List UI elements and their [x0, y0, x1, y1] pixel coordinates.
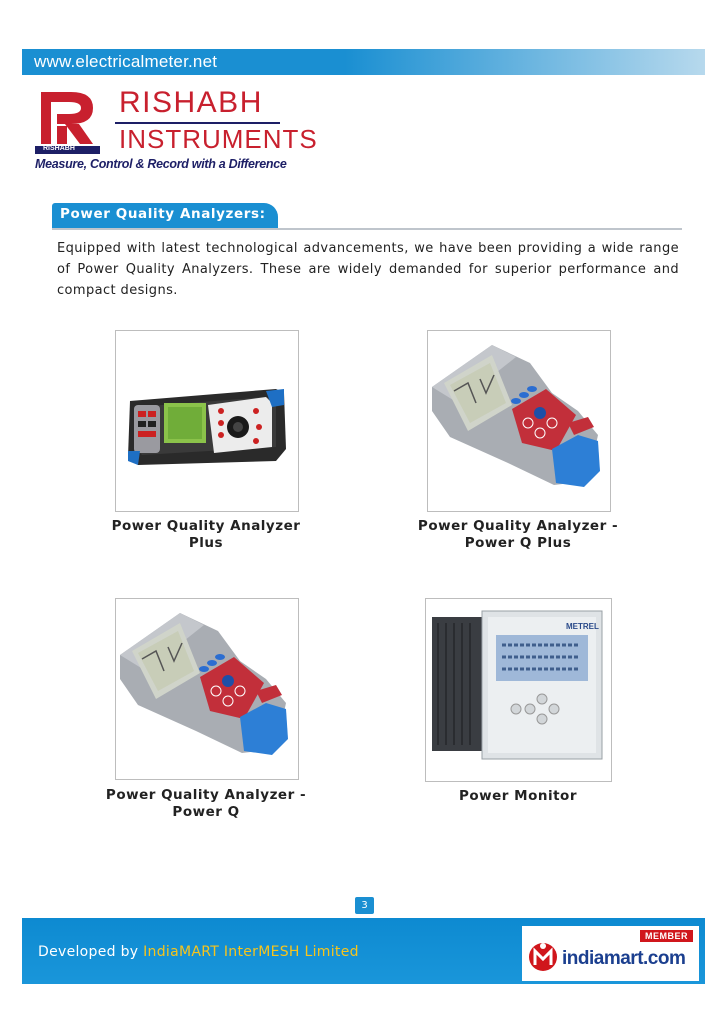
developer-credit — [38, 944, 359, 960]
member-badge: MEMBER — [640, 930, 693, 942]
section-title: Power Quality Analyzers: — [60, 206, 266, 222]
product-caption-1 — [100, 518, 312, 552]
product-caption-line: Power Quality Analyzer - — [417, 518, 619, 534]
indiamart-m-icon — [528, 940, 558, 974]
product-caption-3 — [100, 787, 312, 821]
product-caption-2 — [412, 518, 624, 552]
product-image-1[interactable] — [115, 330, 299, 512]
panel-monitor-image — [426, 599, 611, 781]
developer-company-link[interactable]: IndiaMART InterMESH Limited — [143, 944, 359, 960]
logo-name: RISHABH — [119, 86, 263, 119]
logo-subname: INSTRUMENTS — [119, 124, 318, 154]
benchtop-analyzer-image — [116, 331, 298, 511]
company-tagline: Measure, Control & Record with a Difference — [35, 157, 287, 171]
page-number: 3 — [355, 897, 374, 914]
product-caption-line: Power Quality Analyzer - — [105, 787, 307, 803]
section-divider — [52, 228, 682, 230]
product-caption-4 — [412, 788, 624, 805]
product-caption-line: Power Monitor — [459, 788, 577, 804]
product-caption-line: Power Quality Analyzer — [111, 518, 301, 534]
indiamart-logo[interactable] — [522, 926, 699, 981]
product-caption-line: Power Q Plus — [464, 535, 572, 551]
handheld-analyzer-image — [428, 331, 610, 511]
footer-banner — [22, 918, 705, 984]
product-caption-line: Power Q — [172, 804, 240, 820]
company-logo — [35, 86, 318, 178]
product-caption-line: Plus — [188, 535, 224, 551]
metrel-brand: METREL — [566, 622, 599, 631]
section-intro: Equipped with latest technological advancements, we have been providing a wide range of Power Quality Analyzers. These are widely demanded for superior performance and compact designs. — [57, 241, 679, 298]
website-url[interactable]: www.electricalmeter.net — [34, 52, 218, 71]
handheld-analyzer-image — [116, 599, 298, 779]
rishabh-logo-icon — [35, 86, 100, 154]
top-banner — [22, 49, 705, 75]
banner-gradient — [345, 49, 705, 75]
product-image-2[interactable] — [427, 330, 611, 512]
section-heading-tab — [52, 203, 278, 228]
logo-mark-text: RISHABH — [43, 145, 75, 152]
product-image-3[interactable] — [115, 598, 299, 780]
developed-by-label: Developed by — [38, 944, 139, 960]
indiamart-wordmark: indiamart.com — [562, 948, 686, 969]
product-image-4[interactable] — [425, 598, 612, 782]
